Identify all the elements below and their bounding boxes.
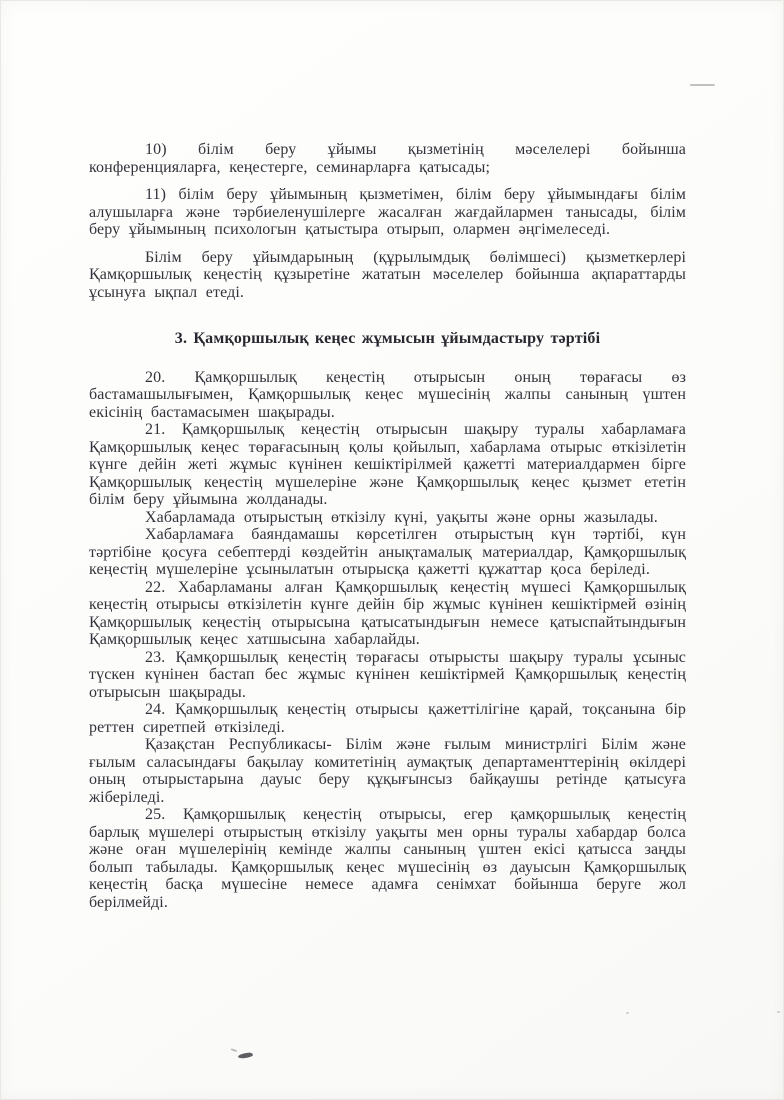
paragraph-staff-info: Білім беру ұйымдарының (құрылымдық бөлімшесі) қызметкерлері Қамқоршылық кеңестің құзыретіне жататын мәселелер бойынша ақпараттарды ұсынуға ықпал етеді. [89,248,686,301]
section-heading: 3. Қамқоршылық кеңес жұмысын ұйымдастыру тәртібі [174,330,601,347]
paragraph-11: 11) білім беру ұйымының қызметімен, білім беру ұйымындағы білім алушыларға және тәрбиеленушілерге жасалған жағдайлармен танысады, білім беру ұйымының психологын қатыстыра отырып, олармен әңгімелеседі. [89,186,686,238]
paragraph-20: 20. Қамқоршылық кеңестің отырысын оның төрағасы өз бастамашылығымен, Қамқоршылық кеңес мүшесінің жалпы санының үштен екісінің бастамасымен шақырады. [89,368,686,421]
paragraph-22: 22. Хабарламаны алған Қамқоршылық кеңестің мүшесі Қамқоршылық кеңестің отырысы өткізілетін күнге дейін бір жұмыс күнінен кешіктірмей өзінің Қамқоршылық кеңестің отырысына қатысатындығын немесе қатыспайтындығын Қамқоршылық кеңес хатшысына хабарлайды. [89,578,686,648]
paragraph-24: 24. Қамқоршылық кеңестің отырысы қажеттілігіне қарай, тоқсанына бір реттен сиретпей өткізіледі. [89,701,686,736]
paragraph-25: 25. Қамқоршылық кеңестің отырысы, егер қамқоршылық кеңестің барлық мүшелері отырыстың өткізілу уақыты мен орны туралы хабардар болса және оған мүшелерінің кемінде жалпы санының үштен екісі қатысса заңды болып табылады. Қамқоршылық кеңес мүшесінің өз дауысын Қамқоршылық кеңестің басқа мүшесіне немесе адамға сенімхат бойынша беруге жол берілмейді. [89,806,686,911]
paragraph-notice-details: Хабарламада отырыстың өткізілу күні, уақыты және орны жазылады. [145,508,658,526]
paragraph-observers: Қазақстан Республикасы- Білім және ғылым министрлігі Білім және ғылым саласындағы бақылау комитетінің аумақтық департаменттерінің өкілдері оның отырыстарына дауыс беру құқығынсыз байқаушы ретінде қатысуға жіберіледі. [89,736,686,806]
paragraph-21: 21. Қамқоршылық кеңестің отырысын шақыру туралы хабарламаға Қамқоршылық кеңес төрағасының қолы қойылып, хабарлама отырыс өткізілетін күнге дейін жеті жұмыс күнінен кешіктірілмей қажетті материалдармен бірге Қамқоршылық кеңестің мүшелеріне және Қамқоршылық кеңес қызмет ететін білім беру ұйымына жолданады. [89,421,686,508]
ink-smudge [238,1052,253,1059]
dust-speck [777,1011,780,1013]
paragraph-notice-attachments: Хабарламаға баяндамашы көрсетілген отырыстың күн тәртібі, күн тәртібіне қосуға себептерді көздейтін анықтамалық материалдар, Қамқоршылық кеңестің мүшелеріне ұсынылатын отырысқа қажетті құжаттар қоса беріледі. [89,526,686,578]
scan-dash-mark [690,84,715,86]
dust-speck [626,1012,629,1014]
paragraph-23: 23. Қамқоршылық кеңестің төрағасы отырысты шақыру туралы ұсыныс түскен күнінен бастап бес жұмыс күнінен кешіктірмей Қамқоршылық кеңестің отырысын шақырады. [89,648,686,701]
document-body [89,141,686,911]
paragraph-10: 10) білім беру ұйымы қызметінің мәселелері бойынша конференцияларға, кеңестерге, семинарларға қатысады; [89,141,686,176]
